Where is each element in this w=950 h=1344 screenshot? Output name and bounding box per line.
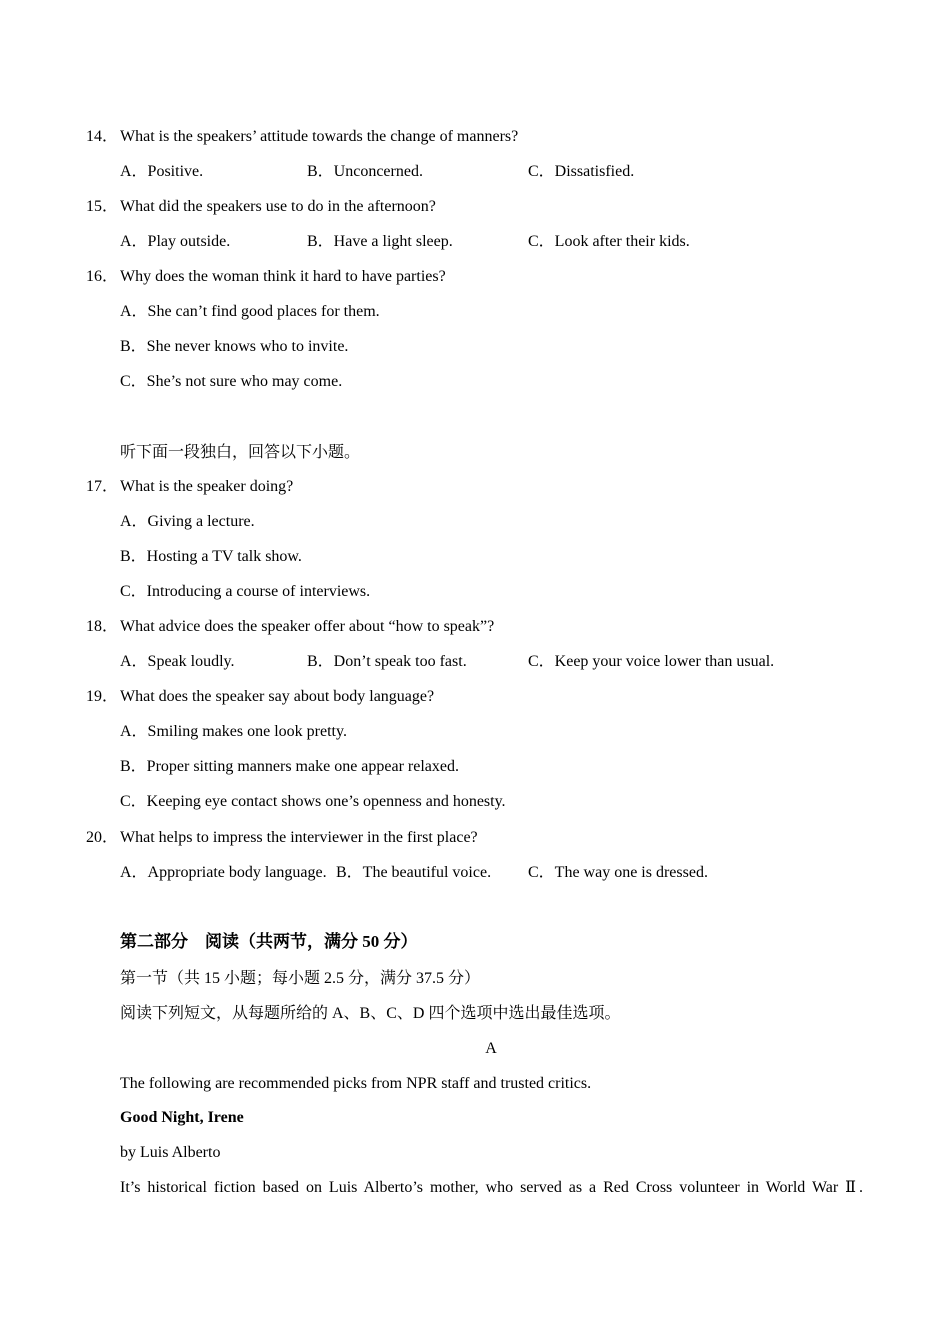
monologue-instruction: 听下面一段独白，回答以下小题。 [120, 444, 361, 461]
option-c: C．Dissatisfied. [528, 163, 635, 180]
book-description: It’s historical fiction based on Luis Alberto’s mother, who served as a Red Cross volunteer in World War Ⅱ. [120, 1179, 863, 1196]
option-c: C．The way one is dressed. [528, 864, 708, 881]
option-b: B．Proper sitting manners make one appear relaxed. [120, 758, 460, 775]
option-a: A．Play outside. [120, 233, 231, 250]
question-text: What advice does the speaker offer about “how to speak”? [120, 618, 495, 635]
passage-label: A [485, 1040, 497, 1057]
question-number: 19． [86, 688, 119, 705]
question-text: What helps to impress the interviewer in the first place? [120, 829, 478, 846]
question-number: 18． [86, 618, 119, 635]
question-number: 14． [86, 128, 119, 145]
option-b: B．The beautiful voice. [336, 864, 492, 881]
question-number: 16． [86, 268, 119, 285]
option-c: C．Keep your voice lower than usual. [528, 653, 775, 670]
book-title: Good Night, Irene [120, 1109, 244, 1126]
option-c: C．Keeping eye contact shows one’s openness and honesty. [120, 793, 506, 810]
question-text: What is the speaker doing? [120, 478, 294, 495]
option-a: A．Smiling makes one look pretty. [120, 723, 347, 740]
option-a: A．Positive. [120, 163, 204, 180]
question-text: What is the speakers’ attitude towards the change of manners? [120, 128, 519, 145]
option-c: C．Look after their kids. [528, 233, 690, 250]
question-number: 17． [86, 478, 119, 495]
question-number: 20． [86, 829, 119, 846]
section-title: 第一节（共 15 小题；每小题 2.5 分，满分 37.5 分） [120, 970, 481, 987]
question-text: What did the speakers use to do in the afternoon? [120, 198, 436, 215]
question-text: Why does the woman think it hard to have parties? [120, 268, 446, 285]
question-number: 15． [86, 198, 119, 215]
part2-heading: 第二部分 阅读（共两节，满分 50 分） [120, 932, 418, 951]
option-c: C．She’s not sure who may come. [120, 373, 343, 390]
option-a: A．She can’t find good places for them. [120, 303, 380, 320]
passage-intro: The following are recommended picks from NPR staff and trusted critics. [120, 1075, 592, 1092]
reading-instruction: 阅读下列短文，从每题所给的 A、B、C、D 四个选项中选出最佳选项。 [120, 1005, 621, 1022]
book-author: by Luis Alberto [120, 1144, 221, 1161]
option-a: A．Speak loudly. [120, 653, 235, 670]
option-b: B．Unconcerned. [307, 163, 423, 180]
option-b: B．Have a light sleep. [307, 233, 453, 250]
option-b: B．Don’t speak too fast. [307, 653, 467, 670]
option-a: A．Giving a lecture. [120, 513, 255, 530]
option-a: A．Appropriate body language. [120, 864, 327, 881]
option-c: C．Introducing a course of interviews. [120, 583, 371, 600]
option-b: B．Hosting a TV talk show. [120, 548, 302, 565]
option-b: B．She never knows who to invite. [120, 338, 349, 355]
question-text: What does the speaker say about body language? [120, 688, 435, 705]
